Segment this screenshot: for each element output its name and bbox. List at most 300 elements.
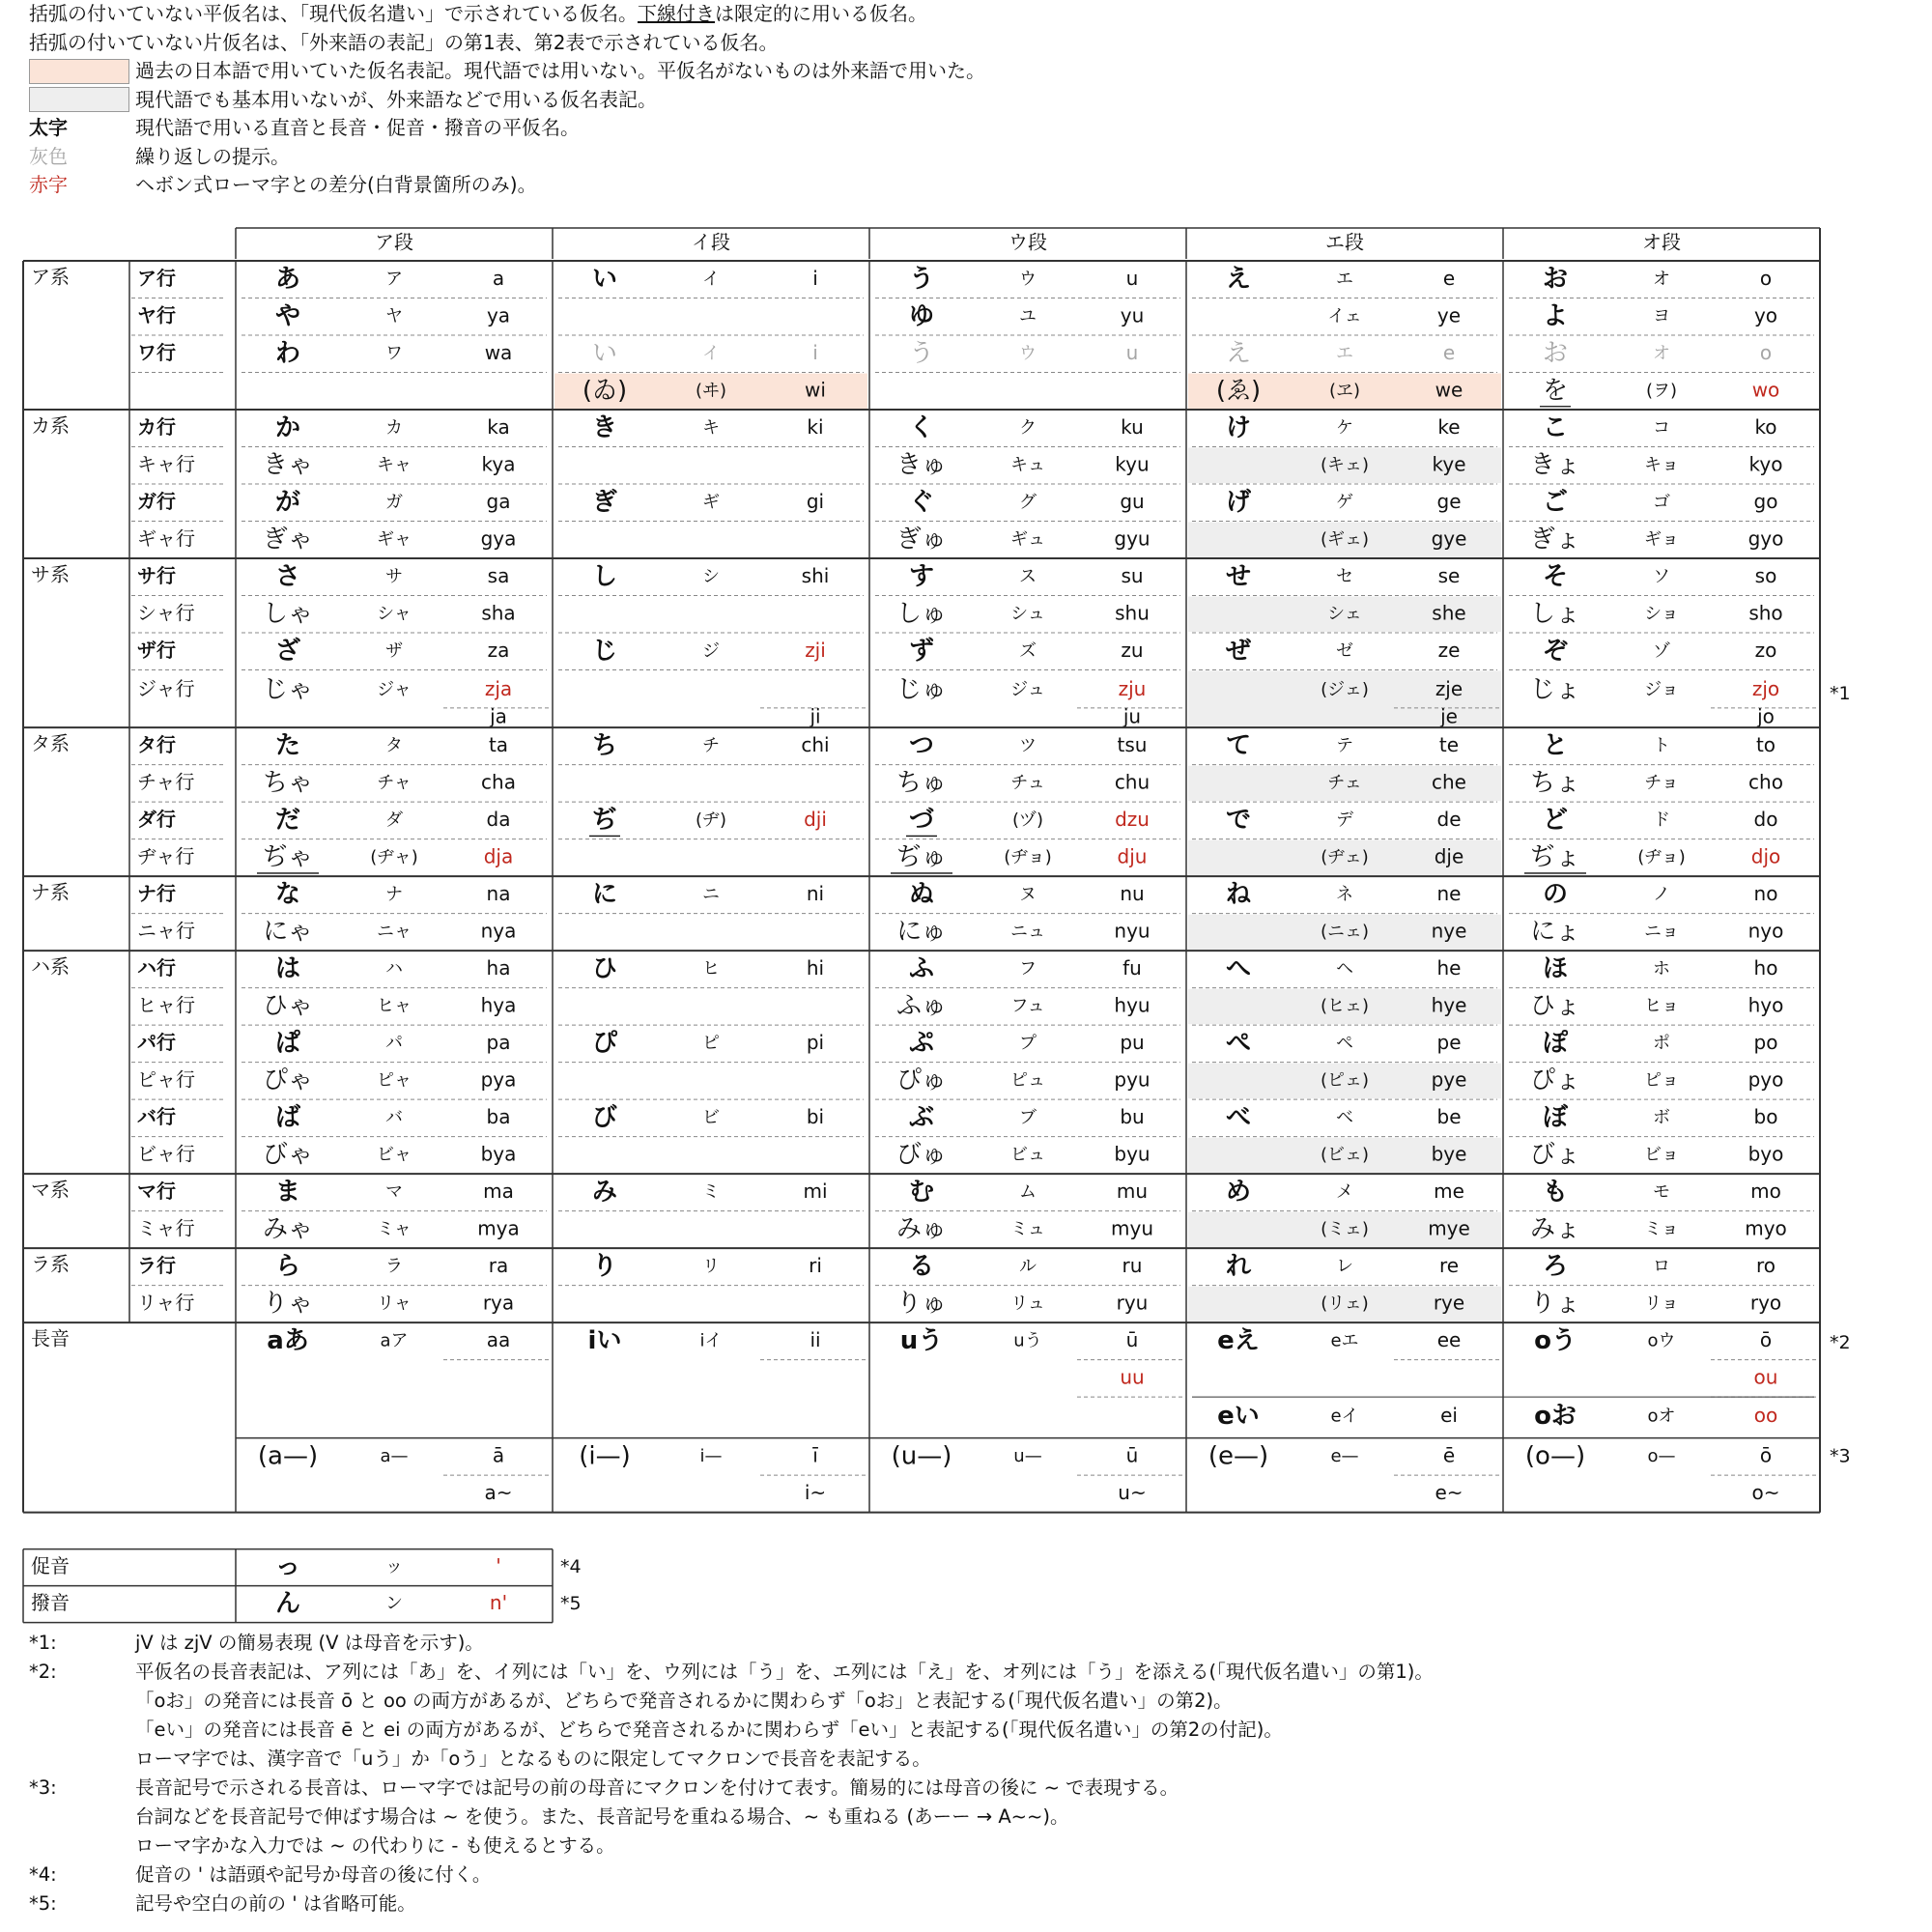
legend-line-2: 括弧の付いていない片仮名は、「外来語の表記」の第1表、第2表で示されている仮名。 <box>29 30 779 54</box>
legend-gray-key: 灰色 <box>29 144 68 168</box>
footnote-tag: *1: <box>29 1632 57 1654</box>
katakana: (ヒェ) <box>1320 995 1370 1016</box>
romaji: ki <box>807 414 824 439</box>
romaji: kye <box>1432 452 1466 476</box>
hiragana: げ <box>1225 487 1252 517</box>
hiragana: りゃ <box>262 1289 314 1319</box>
long-vowel-kata: eイ <box>1330 1406 1359 1427</box>
hiragana: せ <box>1225 561 1252 591</box>
katakana: シャ <box>377 603 412 624</box>
column-header-3: ウ段 <box>1009 230 1047 254</box>
hiragana: ほ <box>1542 953 1569 983</box>
hiragana: りゅ <box>895 1289 948 1319</box>
katakana: ショ <box>1644 603 1679 624</box>
romaji: ye <box>1436 303 1462 327</box>
hiragana: だ <box>274 805 301 835</box>
hiragana: む <box>908 1177 935 1207</box>
hiragana: みゅ <box>895 1214 948 1244</box>
katakana: ネ <box>1336 884 1353 905</box>
katakana: ニュ <box>1010 921 1045 942</box>
row-label: カ行 <box>137 414 176 439</box>
legend-foreign-text: 現代語でも基本用いないが、外来語などで用いる仮名表記。 <box>135 87 657 111</box>
hiragana: (ゐ) <box>582 376 628 406</box>
hiragana: ざ <box>274 636 301 666</box>
row-label: パ行 <box>137 1030 176 1054</box>
kana-table <box>23 228 1851 1619</box>
hiragana: で <box>1225 805 1252 835</box>
row-label: ダ行 <box>137 807 176 831</box>
romaji: ke <box>1437 414 1461 439</box>
katakana: (ミェ) <box>1321 1218 1369 1239</box>
hiragana: (ゑ) <box>1215 376 1262 406</box>
romaji: zje <box>1435 677 1463 701</box>
romaji: a <box>492 266 505 290</box>
romaji: bye <box>1431 1142 1467 1166</box>
romaji: mya <box>477 1216 520 1240</box>
legend-bold <box>29 114 1922 143</box>
long-vowel-romaji: ū <box>1125 1443 1139 1467</box>
row-label: マ行 <box>137 1179 176 1203</box>
long-vowel-kata: u— <box>1013 1445 1042 1466</box>
hiragana: ぬ <box>908 879 935 909</box>
katakana: ジャ <box>377 679 412 700</box>
hiragana: べ <box>1225 1102 1252 1132</box>
katakana: (ヂョ) <box>1004 846 1052 867</box>
romaji: bu <box>1120 1104 1145 1128</box>
romaji: we <box>1435 378 1463 402</box>
hiragana: ぴゃ <box>262 1065 314 1095</box>
footnote-tag <box>29 1716 135 1745</box>
katakana: シュ <box>1010 603 1045 624</box>
romaji: dja <box>483 844 514 868</box>
footnote-line <box>29 1832 1922 1861</box>
romaji: shi <box>801 563 830 587</box>
katakana: (ヂェ) <box>1321 846 1369 867</box>
row-label: ジャ行 <box>137 677 195 701</box>
column-header-4: エ段 <box>1325 230 1364 254</box>
katakana: ロ <box>1653 1256 1670 1277</box>
katakana: ニョ <box>1644 921 1679 942</box>
romaji: pu <box>1120 1030 1145 1054</box>
katakana: エ <box>1336 269 1353 290</box>
romaji: mi <box>803 1179 828 1203</box>
romaji: u <box>1125 340 1139 364</box>
legend-archaic <box>29 57 1922 86</box>
romaji: ni <box>806 881 825 905</box>
romaji: ma <box>483 1179 514 1203</box>
katakana: (ピェ) <box>1320 1069 1370 1091</box>
romaji: pyo <box>1747 1067 1784 1092</box>
romaji: wo <box>1751 378 1780 402</box>
katakana: ジュ <box>1010 679 1045 700</box>
hiragana: ら <box>274 1251 301 1281</box>
hiragana: びょ <box>1529 1140 1581 1170</box>
katakana: ピャ <box>377 1069 412 1091</box>
romaji: no <box>1753 881 1778 905</box>
katakana: チョ <box>1644 772 1679 793</box>
legend-line-1-b: は限定的に用いる仮名。 <box>715 2 927 25</box>
romaji: to <box>1755 732 1776 756</box>
romaji: sa <box>487 563 510 587</box>
long-vowel-kana: (o—) <box>1524 1441 1586 1471</box>
hiragana: ち <box>591 730 618 760</box>
katakana: ム <box>1019 1181 1037 1203</box>
katakana: グ <box>1019 492 1037 513</box>
hiragana: や <box>274 301 301 331</box>
romaji: pa <box>486 1030 511 1054</box>
hiragana: ぎゃ <box>262 525 314 554</box>
footnote-line <box>29 1803 1922 1832</box>
katakana: ミ <box>702 1181 720 1203</box>
archaic-swatch <box>29 59 129 84</box>
hiragana: じゃ <box>262 675 314 705</box>
long-vowel-kana: oお <box>1534 1401 1577 1431</box>
romaji: pya <box>480 1067 517 1092</box>
katakana: ダ <box>385 810 403 831</box>
long-vowel-tilde: e~ <box>1435 1480 1463 1504</box>
romaji: kyu <box>1115 452 1150 476</box>
hiragana: ぐ <box>908 487 935 517</box>
katakana: ト <box>1653 735 1670 756</box>
katakana: (ヰ) <box>695 380 727 401</box>
footnote-text: 促音の ' は語頭や記号か母音の後に付く。 <box>135 1863 492 1886</box>
group-label: ラ系 <box>31 1252 70 1276</box>
row-label: サ行 <box>137 563 176 587</box>
katakana: ツ <box>1019 735 1037 756</box>
row-label: ラ行 <box>137 1253 176 1277</box>
hiragana: て <box>1225 730 1252 760</box>
romaji: she <box>1432 601 1466 625</box>
hiragana: みゃ <box>262 1214 314 1244</box>
foreign-swatch <box>29 87 129 112</box>
footnote-tag <box>29 1687 135 1716</box>
long-vowel-kana: eい <box>1217 1401 1260 1431</box>
romaji: kyo <box>1748 452 1783 476</box>
legend-red <box>29 171 1922 200</box>
romaji: ryu <box>1116 1291 1149 1315</box>
row-label: チャ行 <box>137 770 195 794</box>
hiragana: りょ <box>1529 1289 1581 1319</box>
hiragana: じゅ <box>895 675 948 705</box>
romaji: nu <box>1120 881 1145 905</box>
romaji: ne <box>1436 881 1462 905</box>
hiragana: み <box>591 1177 618 1207</box>
katakana: フュ <box>1010 995 1045 1016</box>
katakana: ノ <box>1653 884 1670 905</box>
katakana: ル <box>1019 1256 1037 1277</box>
romaji: myo <box>1745 1216 1787 1240</box>
hiragana: ぺ <box>1225 1028 1252 1058</box>
katakana: ナ <box>385 884 403 905</box>
footnote-line <box>29 1889 1922 1918</box>
long-vowel-kata: iイ <box>699 1330 723 1351</box>
romaji: ta <box>488 732 509 756</box>
hiragana: ふ <box>908 953 935 983</box>
katakana: リ <box>702 1256 720 1277</box>
footnote-tag: *5: <box>29 1892 57 1915</box>
katakana: ギャ <box>377 528 412 550</box>
group-label: タ系 <box>31 731 70 755</box>
long-vowel-kata: uう <box>1013 1330 1042 1351</box>
romaji: gye <box>1431 526 1467 551</box>
long-vowel-romaji: oo <box>1753 1403 1778 1427</box>
row-label: ピャ行 <box>137 1067 195 1092</box>
romaji: hya <box>480 993 517 1017</box>
long-vowel-kata: e— <box>1330 1445 1359 1466</box>
hiragana: お <box>1542 338 1569 368</box>
romaji: djo <box>1750 844 1781 868</box>
romaji: zji <box>805 638 826 662</box>
romaji: byu <box>1114 1142 1151 1166</box>
long-vowel-romaji: aa <box>486 1327 511 1351</box>
hiragana: ちゃ <box>262 768 314 798</box>
hiragana: と <box>1542 730 1569 760</box>
hiragana: ぶ <box>908 1102 935 1132</box>
hiragana: しゃ <box>262 599 314 629</box>
hiragana: ま <box>274 1177 301 1207</box>
katakana: オ <box>1653 269 1670 290</box>
footnote-ref: *3 <box>1830 1445 1851 1467</box>
katakana: イェ <box>1327 305 1362 327</box>
katakana: ホ <box>1653 958 1670 980</box>
hiragana: じょ <box>1529 675 1581 705</box>
column-header-5: オ段 <box>1642 230 1681 254</box>
long-vowel-tilde: i~ <box>804 1480 827 1504</box>
katakana: シェ <box>1327 603 1362 624</box>
romaji: bo <box>1753 1104 1778 1128</box>
row-label: ギャ行 <box>137 526 195 551</box>
katakana: ケ <box>1336 417 1353 439</box>
katakana: ビ <box>702 1107 720 1128</box>
romaji: na <box>486 881 511 905</box>
romaji: u <box>1125 266 1139 290</box>
romaji: cha <box>481 770 516 794</box>
hiragana: きゃ <box>262 450 314 480</box>
romaji: da <box>486 807 511 831</box>
long-vowel-tilde: u~ <box>1118 1480 1147 1504</box>
footnote-text: 「eい」の発音には長音 ē と ei の両方があるが、どちらで発音されるかに関わらず「eい」と表記する(「現代仮名遣い」の第2の付記)。 <box>135 1719 1283 1741</box>
romaji: te <box>1438 732 1460 756</box>
katakana: ペ <box>1336 1033 1353 1054</box>
katakana: チュ <box>1010 772 1045 793</box>
romaji: ru <box>1122 1253 1143 1277</box>
footnote-tag <box>29 1803 135 1832</box>
long-vowel-romaji: ii <box>810 1327 821 1351</box>
katakana: (ニェ) <box>1320 921 1370 942</box>
hiragana: ぼ <box>1542 1102 1569 1132</box>
hiragana: わ <box>274 338 301 368</box>
romaji: go <box>1753 489 1778 513</box>
group-label: マ系 <box>31 1178 70 1202</box>
legend-foreign <box>29 86 1922 115</box>
romaji: byo <box>1747 1142 1784 1166</box>
hiragana: ぎゅ <box>895 525 948 554</box>
romaji: nya <box>480 919 517 943</box>
katakana: ヒャ <box>377 995 412 1016</box>
footnote-ref: *2 <box>1830 1331 1851 1353</box>
long-vowel-romaji: ē <box>1442 1443 1456 1467</box>
romaji-simple: ja <box>490 704 507 728</box>
hiragana: な <box>274 879 301 909</box>
romaji: o <box>1759 340 1773 364</box>
hiragana: ゆ <box>908 301 935 331</box>
footnote-ref: *4 <box>560 1556 582 1578</box>
hiragana: ひゃ <box>262 991 314 1021</box>
romaji: me <box>1434 1179 1464 1203</box>
row-label: ミャ行 <box>137 1216 195 1240</box>
hiragana: きゅ <box>895 450 948 480</box>
special-romaji: n' <box>489 1591 508 1615</box>
legend-line-1-a: 括弧の付いていない平仮名は、「現代仮名遣い」で示されている仮名。 <box>29 2 638 25</box>
romaji-simple: jo <box>1757 704 1775 728</box>
katakana: ヒ <box>702 958 720 980</box>
hiragana: ろ <box>1542 1251 1569 1281</box>
katakana: モ <box>1653 1181 1670 1203</box>
hiragana: け <box>1225 412 1252 442</box>
katakana: ワ <box>385 343 403 364</box>
katakana: (ヂャ) <box>370 846 418 867</box>
romaji: i <box>812 340 818 364</box>
katakana: ニャ <box>377 921 412 942</box>
katakana: (リェ) <box>1321 1293 1369 1314</box>
legend-red-text: ヘボン式ローマ字との差分(白背景箇所のみ)。 <box>135 173 537 196</box>
legend <box>29 0 1922 200</box>
katakana: ヌ <box>1019 884 1037 905</box>
katakana: (ヂ) <box>695 810 727 831</box>
hiragana: え <box>1225 338 1252 368</box>
katakana: ピョ <box>1644 1069 1679 1091</box>
hiragana: ぴゅ <box>895 1065 948 1095</box>
romaji: gya <box>480 526 517 551</box>
long-vowel-romaji: ō <box>1759 1327 1773 1351</box>
group-label: ナ系 <box>31 880 70 904</box>
katakana: デ <box>1336 810 1353 831</box>
katakana: ビュ <box>1010 1144 1045 1165</box>
long-vowel-romaji: ee <box>1436 1327 1462 1351</box>
footnotes <box>29 1629 1922 1918</box>
long-vowel-kata: aア <box>380 1330 409 1351</box>
long-vowel-kana: oう <box>1534 1325 1577 1355</box>
romaji: o <box>1759 266 1773 290</box>
romaji: mye <box>1428 1216 1470 1240</box>
long-vowel-kata: i— <box>699 1445 723 1466</box>
hiragana: ぴ <box>591 1028 618 1058</box>
long-vowel-kata: eエ <box>1330 1330 1359 1351</box>
romaji: ro <box>1755 1253 1776 1277</box>
hiragana: ば <box>274 1102 301 1132</box>
katakana: ク <box>1019 417 1037 439</box>
romaji: chu <box>1114 770 1151 794</box>
hiragana: ぢ <box>591 805 618 835</box>
hiragana: ちょ <box>1529 768 1581 798</box>
katakana: ピュ <box>1010 1069 1045 1091</box>
hiragana: みょ <box>1529 1214 1581 1244</box>
hiragana: びゅ <box>895 1140 948 1170</box>
romaji: i <box>812 266 818 290</box>
katakana: カ <box>385 417 403 439</box>
katakana: (ビェ) <box>1320 1144 1370 1165</box>
row-label: ヒャ行 <box>137 993 195 1017</box>
romaji: gyu <box>1114 526 1151 551</box>
katakana: ビョ <box>1644 1144 1679 1165</box>
katakana: ボ <box>1653 1107 1670 1128</box>
hiragana: ぢょ <box>1529 842 1581 872</box>
hiragana: に <box>591 879 618 909</box>
katakana: パ <box>385 1033 403 1054</box>
hiragana: しゅ <box>895 599 948 629</box>
footnote-text: 記号や空白の前の ' は省略可能。 <box>135 1892 416 1915</box>
footnote-text: 「oお」の発音には長音 ō と oo の両方があるが、どちらで発音されるかに関わらず「oお」と表記する(「現代仮名遣い」の第2)。 <box>135 1690 1233 1712</box>
special-label: 促音 <box>31 1554 70 1578</box>
romaji: do <box>1753 807 1778 831</box>
hiragana: しょ <box>1529 599 1581 629</box>
legend-gray <box>29 143 1922 172</box>
katakana: キャ <box>377 454 412 475</box>
romaji: zo <box>1754 638 1777 662</box>
romaji: ka <box>487 414 510 439</box>
long-vowel-romaji: ā <box>492 1443 505 1467</box>
romaji: bi <box>806 1104 825 1128</box>
row-label: タ行 <box>137 732 176 756</box>
hiragana: ご <box>1542 487 1569 517</box>
footnote-line <box>29 1658 1922 1687</box>
romaji: e <box>1442 340 1456 364</box>
row-label: ニャ行 <box>137 919 195 943</box>
hiragana: え <box>1225 264 1252 294</box>
legend-red-key: 赤字 <box>29 173 68 196</box>
katakana: (ヅ) <box>1011 810 1044 831</box>
romaji: ge <box>1436 489 1462 513</box>
legend-bold-key: 太字 <box>29 116 68 139</box>
row-label: ビャ行 <box>137 1142 195 1166</box>
romaji: dji <box>804 807 827 831</box>
katakana: ヒョ <box>1644 995 1679 1016</box>
hiragana: ぢゃ <box>262 842 314 872</box>
row-label: シャ行 <box>137 601 195 625</box>
romaji: be <box>1436 1104 1462 1128</box>
romaji: nyo <box>1747 919 1784 943</box>
romaji: hi <box>806 955 825 980</box>
romaji: zu <box>1121 638 1144 662</box>
katakana: ミョ <box>1644 1218 1679 1239</box>
long-vowel-kana: iい <box>587 1325 622 1355</box>
hiragana: め <box>1225 1177 1252 1207</box>
katakana: ガ <box>385 492 403 513</box>
hiragana: は <box>274 953 301 983</box>
hiragana: び <box>591 1102 618 1132</box>
group-label: ハ系 <box>31 954 70 979</box>
romaji: dzu <box>1115 807 1150 831</box>
katakana: シ <box>702 566 720 587</box>
romaji: gu <box>1120 489 1145 513</box>
hiragana: た <box>274 730 301 760</box>
hiragana: づ <box>908 805 935 835</box>
katakana: ユ <box>1019 305 1037 327</box>
katakana: ギ <box>702 492 720 513</box>
hiragana: よ <box>1542 301 1569 331</box>
hiragana: きょ <box>1529 450 1581 480</box>
romaji: za <box>487 638 510 662</box>
hiragana: か <box>274 412 301 442</box>
romaji: kya <box>481 452 516 476</box>
row-label: ヤ行 <box>137 303 176 327</box>
hiragana: ぎ <box>591 487 618 517</box>
katakana: (ヱ) <box>1328 380 1361 401</box>
romaji: pyu <box>1114 1067 1151 1092</box>
romaji: ya <box>486 303 511 327</box>
romaji: su <box>1121 563 1144 587</box>
special-kata: ン <box>385 1593 403 1614</box>
